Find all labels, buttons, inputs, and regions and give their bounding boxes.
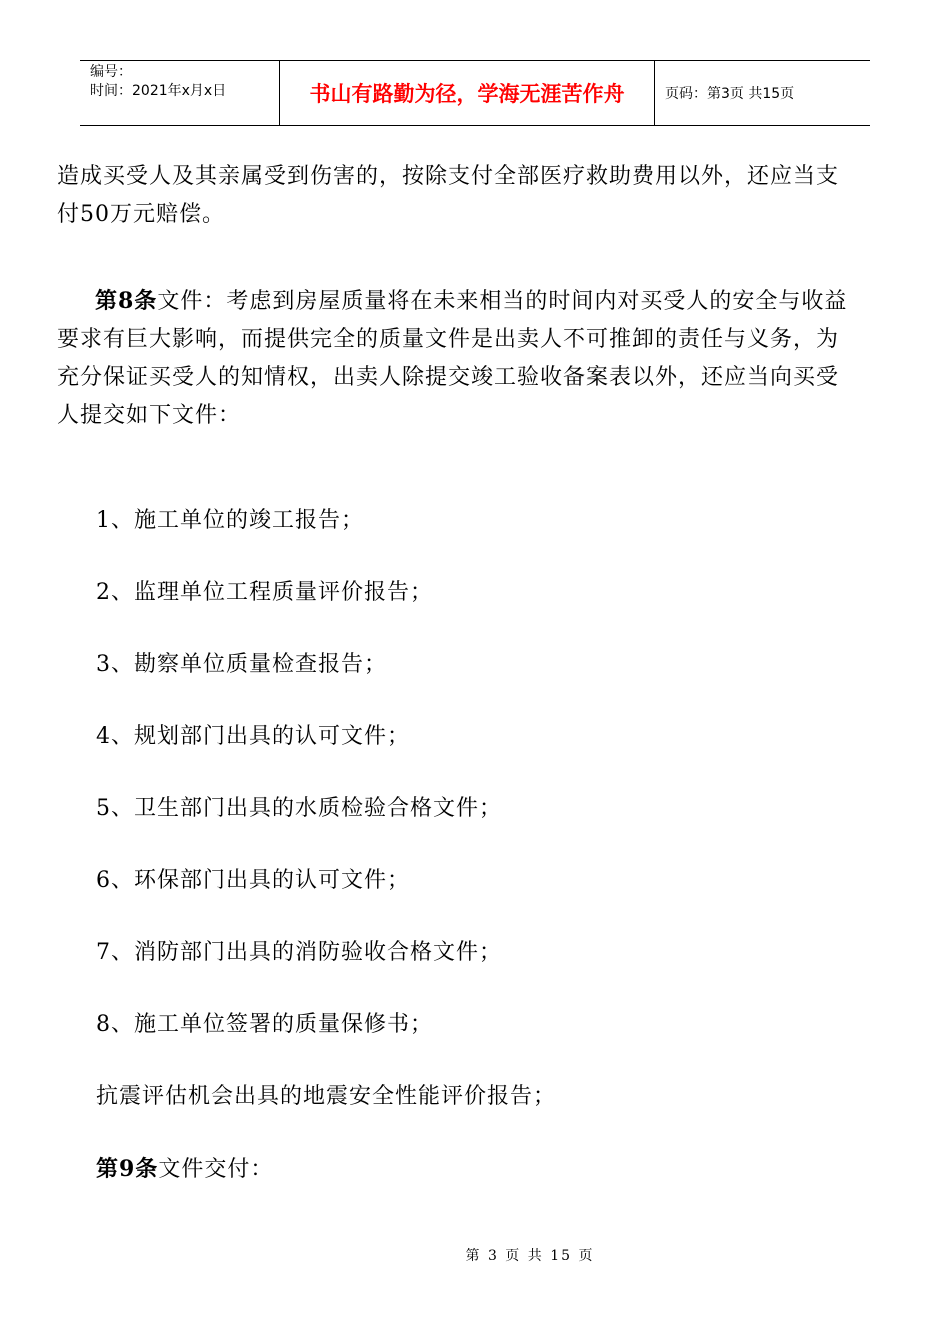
- document-date: 时间：2021年x月x日: [90, 83, 227, 99]
- list-item: 5、卫生部门出具的水质检验合格文件；: [96, 796, 502, 821]
- text-line: 要求有巨大影响，而提供完全的质量文件是出卖人不可推卸的责任与义务，为: [57, 327, 840, 352]
- page-footer: 第 3 页 共 15 页: [465, 1248, 595, 1264]
- list-item: 1、施工单位的竣工报告；: [96, 508, 364, 533]
- list-item: 7、消防部门出具的消防验收合格文件；: [96, 940, 502, 965]
- text-line: 充分保证买受人的知情权，出卖人除提交竣工验收备案表以外，还应当向买受: [57, 365, 840, 390]
- list-item: 2、监理单位工程质量评价报告；: [96, 580, 433, 605]
- list-item: 8、施工单位签署的质量保修书；: [96, 1012, 433, 1037]
- list-item: 4、规划部门出具的认可文件；: [96, 724, 410, 749]
- article-8-label: 第8条: [95, 288, 158, 314]
- document-number-label: 编号：: [90, 64, 132, 80]
- text-line: 造成买受人及其亲属受到伤害的，按除支付全部医疗救助费用以外，还应当支: [57, 164, 840, 189]
- list-item: 3、勘察单位质量检查报告；: [96, 652, 387, 677]
- header-table: [80, 60, 870, 126]
- text-line: 付50万元赔偿。: [57, 202, 225, 227]
- header-meta: [80, 61, 280, 125]
- list-item: 6、环保部门出具的认可文件；: [96, 868, 410, 893]
- list-item: 抗震评估机会出具的地震安全性能评价报告；: [96, 1084, 557, 1109]
- header-motto: 书山有路勤为径，学海无涯苦作舟: [280, 61, 655, 125]
- article-9-label: 第9条: [96, 1156, 159, 1182]
- text-line: 文件交付：: [158, 1157, 274, 1182]
- article-8-paragraph: [57, 282, 887, 435]
- paragraph-compensation: [57, 158, 887, 234]
- header-page-info: 页码：第3页 共15页: [665, 86, 795, 102]
- text-line: 人提交如下文件：: [57, 403, 242, 428]
- article-9-paragraph: [96, 1154, 273, 1185]
- text-line: 文件：考虑到房屋质量将在未来相当的时间内对买受人的安全与收益: [157, 289, 848, 314]
